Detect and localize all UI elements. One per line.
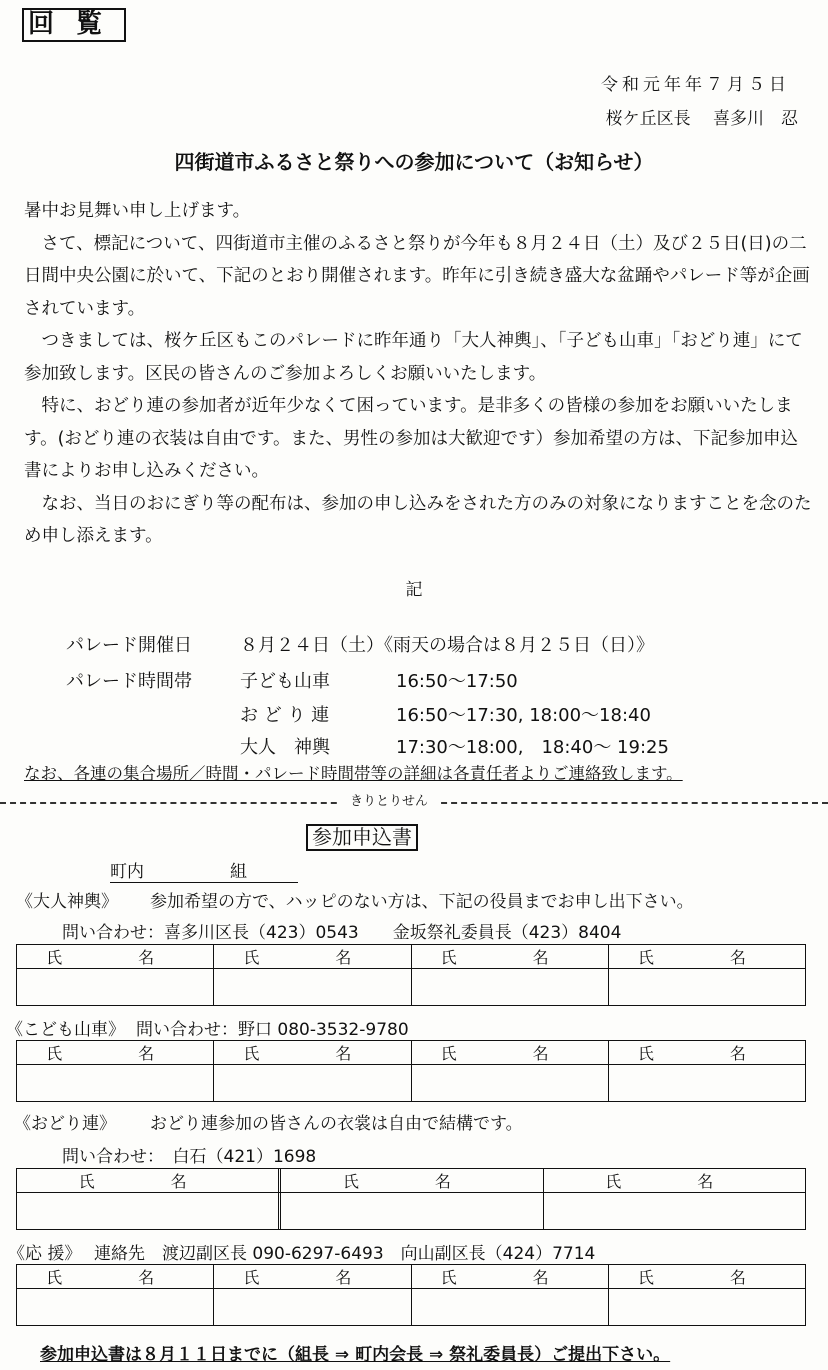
name-entry-cell[interactable] <box>608 1065 805 1102</box>
kairan-label: 回覧 <box>22 8 126 42</box>
name-header: 氏 名 <box>543 1169 805 1193</box>
name-entry-cell[interactable] <box>608 1289 805 1326</box>
dashi-name-table <box>16 1040 806 1102</box>
form-title: 参加申込書 <box>306 824 418 851</box>
ki-marker: 記 <box>405 580 423 600</box>
schedule-time-label: パレード時間帯 <box>66 671 192 692</box>
name-entry-cell[interactable] <box>543 1193 805 1230</box>
name-header: 氏 名 <box>608 1041 805 1065</box>
name-header: 氏 名 <box>17 1169 279 1193</box>
ouen-contact: 連絡先 渡辺副区長 090-6297-6493 向山副区長（424）7714 <box>94 1244 596 1264</box>
schedule-date-value: ８月２４日（土）《雨天の場合は８月２５日（日）》 <box>240 635 654 656</box>
name-header: 氏 名 <box>17 945 214 969</box>
body-paragraph-2: つきましては、桜ケ丘区もこのパレードに昨年通り「大人神輿」、「子ども山車」「おどり連」にて参加致します。区民の皆さんのご参加よろしくお願いいたします。 <box>24 331 803 384</box>
name-entry-cell[interactable] <box>214 969 411 1006</box>
town-label: 町内 <box>110 862 144 882</box>
name-entry-cell[interactable] <box>281 1193 543 1230</box>
name-header: 氏 名 <box>608 1265 805 1289</box>
sender: 桜ケ丘区長 喜多川 忍 <box>605 109 798 129</box>
cut-label: きりとりせん <box>340 790 438 809</box>
name-entry-cell[interactable] <box>17 1193 279 1230</box>
name-header: 氏 名 <box>411 945 608 969</box>
schedule-row2-time: 16:50～17:30, 18:00～18:40 <box>396 705 651 726</box>
name-header: 氏 名 <box>214 1265 411 1289</box>
name-header: 氏 名 <box>17 1265 214 1289</box>
kumi-label: 組 <box>230 862 247 882</box>
dashi-heading: 《こども山車》 <box>6 1020 125 1040</box>
mikoshi-heading: 《大人神輿》 <box>16 892 118 912</box>
schedule-row2-name: お ど り 連 <box>240 705 330 726</box>
schedule-row1-name: 子ども山車 <box>240 671 330 692</box>
mikoshi-name-table <box>16 944 806 1006</box>
ouen-heading: 《応 援》 <box>8 1244 82 1264</box>
odori-name-table <box>16 1168 806 1230</box>
mikoshi-text: 参加希望の方で、ハッピのない方は、下記の役員までお申し出下さい。 <box>150 892 694 912</box>
ouen-name-table <box>16 1264 806 1326</box>
odori-heading: 《おどり連》 <box>14 1114 116 1134</box>
name-entry-cell[interactable] <box>608 969 805 1006</box>
schedule-row1-time: 16:50～17:50 <box>396 671 518 692</box>
odori-text: おどり連参加の皆さんの衣裳は自由で結構です。 <box>150 1114 523 1134</box>
body-paragraph-1: さて、標記について、四街道市主催のふるさと祭りが今年も８月２４日（土）及び２５日(日)の二日間中央公園に於いて、下記のとおり開催されます。昨年に引き続き盛大な盆踊やパレード等が企画されています。 <box>24 233 810 319</box>
submission-deadline: 参加申込書は８月１１日までに（組長 ⇒ 町内会長 ⇒ 祭礼委員長）ご提出下さい。 <box>40 1345 671 1365</box>
name-header: 氏 名 <box>214 1041 411 1065</box>
schedule-row3-time: 17:30～18:00, 18:40～ 19:25 <box>396 737 669 758</box>
notice-body <box>24 195 814 553</box>
schedule-date-label: パレード開催日 <box>66 635 192 656</box>
schedule-note: なお、各連の集合場所／時間・パレード時間帯等の詳細は各責任者よりご連絡致します。 <box>24 764 683 783</box>
issue-date: 令和元年年７月５日 <box>601 75 790 95</box>
body-paragraph-4: なお、当日のおにぎり等の配布は、参加の申し込みをされた方のみの対象になりますことを念のため申し添えます。 <box>24 493 812 546</box>
town-kumi-field[interactable] <box>110 857 298 883</box>
schedule-row3-name: 大人 神輿 <box>240 737 330 758</box>
dashi-contact: 問い合わせ：野口 080-3532-9780 <box>136 1020 409 1040</box>
odori-contact: 問い合わせ： 白石（421）1698 <box>62 1147 317 1167</box>
name-entry-cell[interactable] <box>214 1289 411 1326</box>
name-entry-cell[interactable] <box>411 969 608 1006</box>
name-entry-cell[interactable] <box>411 1065 608 1102</box>
body-greeting: 暑中お見舞い申し上げます。 <box>24 201 251 221</box>
name-entry-cell[interactable] <box>17 969 214 1006</box>
name-entry-cell[interactable] <box>17 1289 214 1326</box>
name-entry-cell[interactable] <box>17 1065 214 1102</box>
name-header: 氏 名 <box>281 1169 543 1193</box>
notice-title: 四街道市ふるさと祭りへの参加について（お知らせ） <box>174 150 654 174</box>
body-paragraph-3: 特に、おどり連の参加者が近年少なくて困っています。是非多くの皆様の参加をお願いいたします。(おどり連の衣装は自由です。また、男性の参加は大歓迎です）参加希望の方は、下記参加申込書によりお申し込みください。 <box>24 396 799 481</box>
name-header: 氏 名 <box>608 945 805 969</box>
name-header: 氏 名 <box>214 945 411 969</box>
mikoshi-contact: 問い合わせ：喜多川区長（423）0543 金坂祭礼委員長（423）8404 <box>62 923 622 943</box>
name-header: 氏 名 <box>411 1265 608 1289</box>
name-header: 氏 名 <box>17 1041 214 1065</box>
name-header: 氏 名 <box>411 1041 608 1065</box>
name-entry-cell[interactable] <box>411 1289 608 1326</box>
name-entry-cell[interactable] <box>214 1065 411 1102</box>
